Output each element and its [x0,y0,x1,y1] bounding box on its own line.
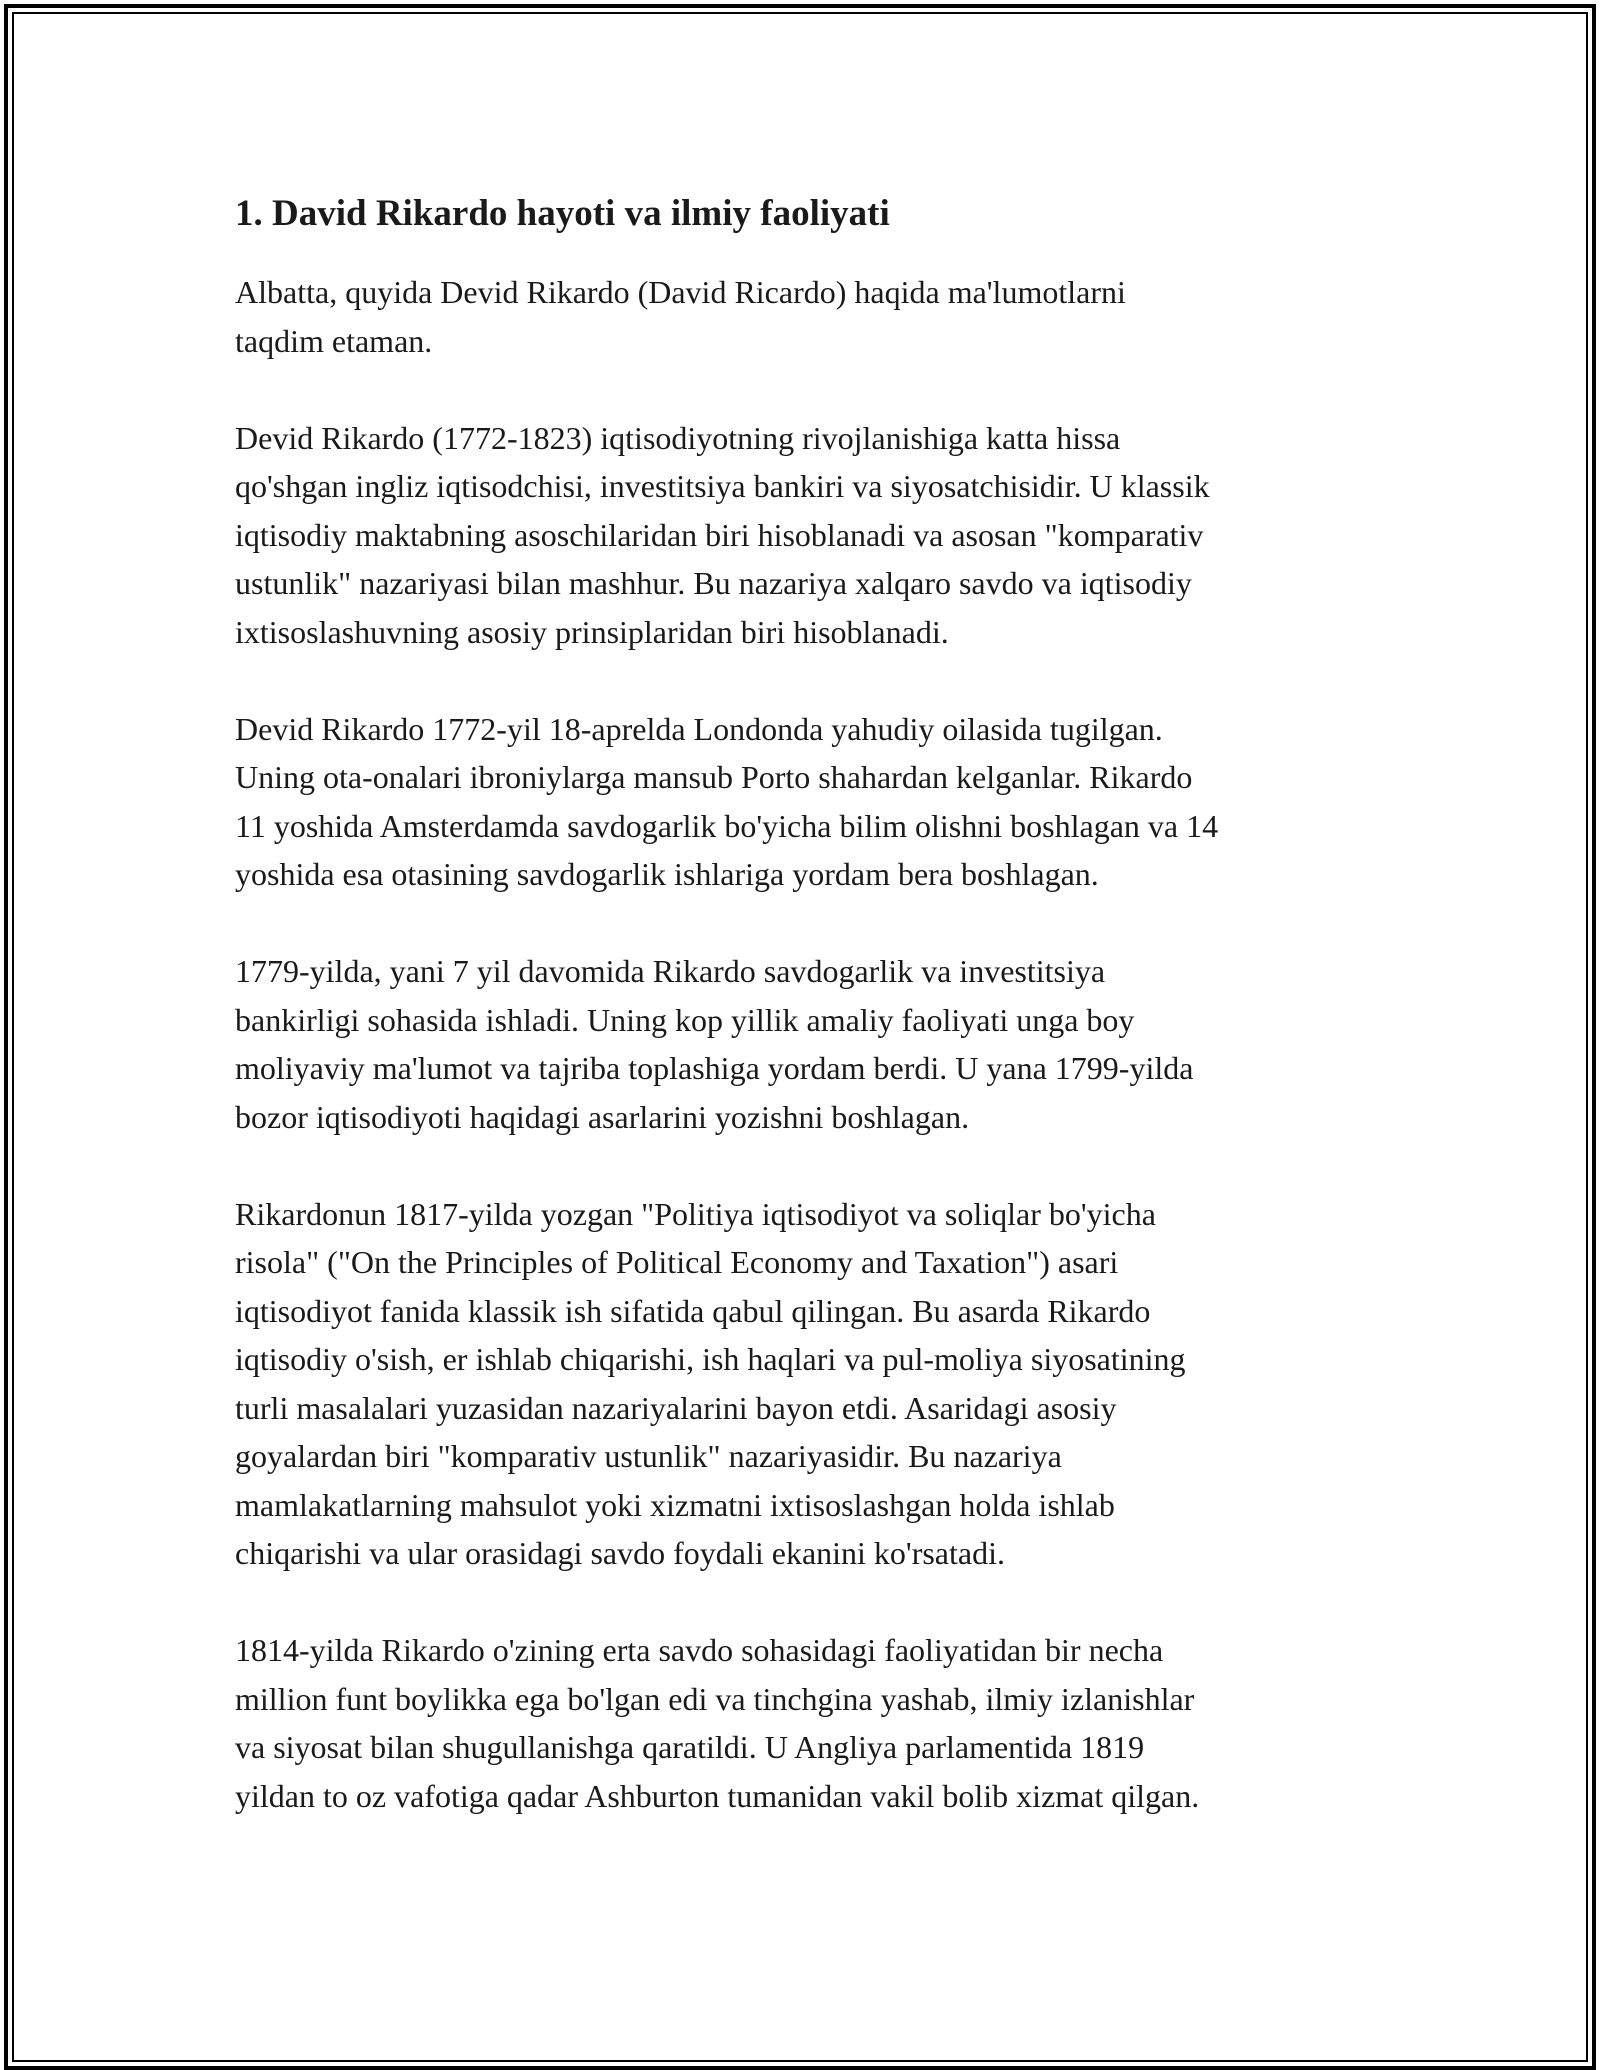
section-heading: 1. David Rikardo hayoti va ilmiy faoliyati [235,193,890,234]
paragraph-overview: Devid Rikardo (1772-1823) iqtisodiyotning rivojlanishiga katta hissa qo'shgan ingliz iqtisodchisi, investitsiya bankiri va siyosatchisidir. U klassik iqtisodiy maktabning asoschilaridan biri hisoblanadi va asosan "komparativ ustunlik" nazariyasi bilan mashhur. Bu nazariya xalqaro savdo va iqtisodiy ixtisoslashuvning asosiy prinsiplaridan biri hisoblanadi. [235,419,1210,650]
paragraph-career: 1779-yilda, yani 7 yil davomida Rikardo savdogarlik va investitsiya bankirligi sohasida ishladi. Uning kop yillik amaliy faoliyati unga boy moliyaviy ma'lumot va tajriba toplashiga yordam berdi. U yana 1799-yilda bozor iqtisodiyoti haqidagi asarlarini yozishni boshlagan. [235,953,1194,1135]
paragraph-parliament: 1814-yilda Rikardo o'zining erta savdo sohasidagi faoliyatidan bir necha million funt boylikka ega bo'lgan edi va tinchgina yashab, ilmiy izlanishlar va siyosat bilan shugullanishga qaratildi. U Angliya parlamentida 1819 yildan to oz vafotiga qadar Ashburton tumanidan vakil bolib xizmat qilgan. [235,1632,1200,1814]
paragraph-principles-book: Rikardonun 1817-yilda yozgan "Politiya iqtisodiyot va soliqlar bo'yicha risola" ("On the Principles of Political Economy and Taxation") asari iqtisodiyot fanida klassik ish sifatida qabul qilingan. Bu asarda Rikardo iqtisodiy o'sish, er ishlab chiqarishi, ish haqlari va pul-moliya siyosatining turli masalalari yuzasidan nazariyalarini bayon etdi. Asaridagi asosiy goyalardan biri "komparativ ustunlik" nazariyasidir. Bu nazariya mamlakatlarning mahsulot yoki xizmatni ixtisoslashgan holda ishlab chiqarishi va ular orasidagi savdo foydali ekanini ko'rsatadi. [235,1195,1186,1571]
paragraph-early-life: Devid Rikardo 1772-yil 18-aprelda Londonda yahudiy oilasida tugilgan. Uning ota-onalari ibroniylarga mansub Porto shahardan kelganlar. Rikardo 11 yoshida Amsterdamda savdogarlik bo'yicha bilim olishni boshlagan va 14 yoshida esa otasining savdogarlik ishlariga yordam bera boshlagan. [235,710,1219,892]
paragraph-intro: Albatta, quyida Devid Rikardo (David Ricardo) haqida ma'lumotlarni taqdim etaman. [235,274,1126,359]
document-body [235,186,1385,1869]
